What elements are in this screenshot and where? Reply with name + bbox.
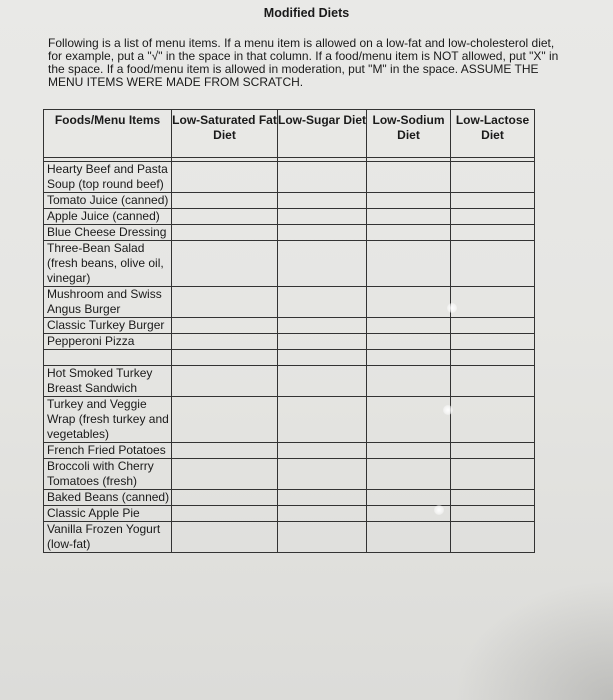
table-row: [44, 490, 535, 506]
answer-cell[interactable]: [367, 459, 451, 490]
answer-cell[interactable]: [278, 318, 367, 334]
answer-cell[interactable]: [367, 162, 451, 193]
answer-cell[interactable]: [367, 287, 451, 318]
table-row: [44, 318, 535, 334]
answer-cell[interactable]: [451, 490, 535, 506]
column-header-low-lactose: Low-Lactose Diet: [451, 110, 535, 158]
answer-cell[interactable]: [367, 366, 451, 397]
answer-cell[interactable]: [172, 522, 278, 553]
table-row: [44, 287, 535, 318]
menu-item-name: Turkey and Veggie Wrap (fresh turkey and vegetables): [44, 397, 172, 443]
column-header-low-sodium: Low-Sodium Diet: [367, 110, 451, 158]
answer-cell[interactable]: [278, 287, 367, 318]
answer-cell[interactable]: [367, 225, 451, 241]
answer-cell[interactable]: [172, 459, 278, 490]
answer-cell[interactable]: [172, 397, 278, 443]
menu-item-name: Vanilla Frozen Yogurt (low-fat): [44, 522, 172, 553]
answer-cell[interactable]: [451, 334, 535, 350]
column-header-low-sugar: Low-Sugar Diet: [278, 110, 367, 158]
table-row: [44, 334, 535, 350]
column-header-low-saturated-fat: Low-Saturated Fat Diet: [172, 110, 278, 158]
answer-cell[interactable]: [451, 287, 535, 318]
answer-cell[interactable]: [172, 193, 278, 209]
answer-cell[interactable]: [367, 241, 451, 287]
table-row: [44, 209, 535, 225]
answer-cell[interactable]: [278, 506, 367, 522]
table-row: [44, 506, 535, 522]
table-row: [44, 443, 535, 459]
answer-cell[interactable]: [172, 225, 278, 241]
paper-blemish: [443, 405, 453, 415]
answer-cell[interactable]: [451, 209, 535, 225]
answer-cell[interactable]: [451, 318, 535, 334]
answer-cell[interactable]: [172, 366, 278, 397]
answer-cell[interactable]: [278, 334, 367, 350]
answer-cell[interactable]: [367, 318, 451, 334]
table-header-row: [44, 110, 535, 158]
blank-row: [44, 350, 535, 366]
menu-item-name: Hot Smoked Turkey Breast Sandwich: [44, 366, 172, 397]
answer-cell[interactable]: [367, 209, 451, 225]
answer-cell[interactable]: [278, 397, 367, 443]
menu-item-name: Hearty Beef and Pasta Soup (top round beef): [44, 162, 172, 193]
menu-item-name: Apple Juice (canned): [44, 209, 172, 225]
menu-item-name: Broccoli with Cherry Tomatoes (fresh): [44, 459, 172, 490]
table-row: [44, 241, 535, 287]
menu-item-name: Pepperoni Pizza: [44, 334, 172, 350]
answer-cell[interactable]: [278, 162, 367, 193]
answer-cell[interactable]: [172, 443, 278, 459]
table-row: [44, 397, 535, 443]
table-row: [44, 459, 535, 490]
answer-cell[interactable]: [278, 225, 367, 241]
table-row: [44, 522, 535, 553]
answer-cell[interactable]: [172, 162, 278, 193]
answer-cell[interactable]: [367, 193, 451, 209]
answer-cell[interactable]: [451, 366, 535, 397]
answer-cell[interactable]: [278, 522, 367, 553]
table-row: [44, 162, 535, 193]
table-row: [44, 225, 535, 241]
paper-blemish: [434, 505, 444, 515]
answer-cell[interactable]: [451, 459, 535, 490]
menu-item-name: Classic Apple Pie: [44, 506, 172, 522]
menu-item-name: Blue Cheese Dressing: [44, 225, 172, 241]
diet-table: [43, 109, 535, 553]
page-title: Modified Diets: [263, 6, 350, 20]
answer-cell[interactable]: [451, 506, 535, 522]
answer-cell[interactable]: [367, 490, 451, 506]
answer-cell[interactable]: [172, 334, 278, 350]
menu-item-name: Tomato Juice (canned): [44, 193, 172, 209]
answer-cell[interactable]: [172, 209, 278, 225]
menu-item-name: Baked Beans (canned): [44, 490, 172, 506]
instructions-paragraph: Following is a list of menu items. If a menu item is allowed on a low-fat and low-cholesterol diet, for example, put a "√" in the space in that column. If a food/menu item is NOT allowed, put "X" in the space. If a food/menu item is allowed in moderation, put "M" in the space. ASSUME THE MENU ITEMS WERE MADE FROM SCRATCH.: [48, 36, 559, 89]
answer-cell[interactable]: [172, 241, 278, 287]
answer-cell[interactable]: [278, 443, 367, 459]
answer-cell[interactable]: [172, 318, 278, 334]
column-header-foods: Foods/Menu Items: [44, 110, 172, 158]
menu-item-name: French Fried Potatoes: [44, 443, 172, 459]
paper-blemish: [447, 303, 457, 313]
answer-cell[interactable]: [451, 443, 535, 459]
answer-cell[interactable]: [172, 506, 278, 522]
table-row: [44, 193, 535, 209]
answer-cell[interactable]: [278, 459, 367, 490]
answer-cell[interactable]: [367, 443, 451, 459]
answer-cell[interactable]: [278, 366, 367, 397]
answer-cell[interactable]: [451, 225, 535, 241]
answer-cell[interactable]: [451, 522, 535, 553]
answer-cell[interactable]: [278, 209, 367, 225]
photo-shadow: [453, 580, 613, 700]
answer-cell[interactable]: [278, 490, 367, 506]
answer-cell[interactable]: [451, 241, 535, 287]
menu-item-name: Mushroom and Swiss Angus Burger: [44, 287, 172, 318]
answer-cell[interactable]: [367, 334, 451, 350]
menu-item-name: Three-Bean Salad (fresh beans, olive oil, vinegar): [44, 241, 172, 287]
answer-cell[interactable]: [278, 193, 367, 209]
answer-cell[interactable]: [172, 287, 278, 318]
answer-cell[interactable]: [451, 162, 535, 193]
answer-cell[interactable]: [451, 397, 535, 443]
answer-cell[interactable]: [278, 241, 367, 287]
table-row: [44, 366, 535, 397]
answer-cell[interactable]: [451, 193, 535, 209]
menu-item-name: Classic Turkey Burger: [44, 318, 172, 334]
answer-cell[interactable]: [367, 522, 451, 553]
answer-cell[interactable]: [172, 490, 278, 506]
answer-cell[interactable]: [367, 397, 451, 443]
